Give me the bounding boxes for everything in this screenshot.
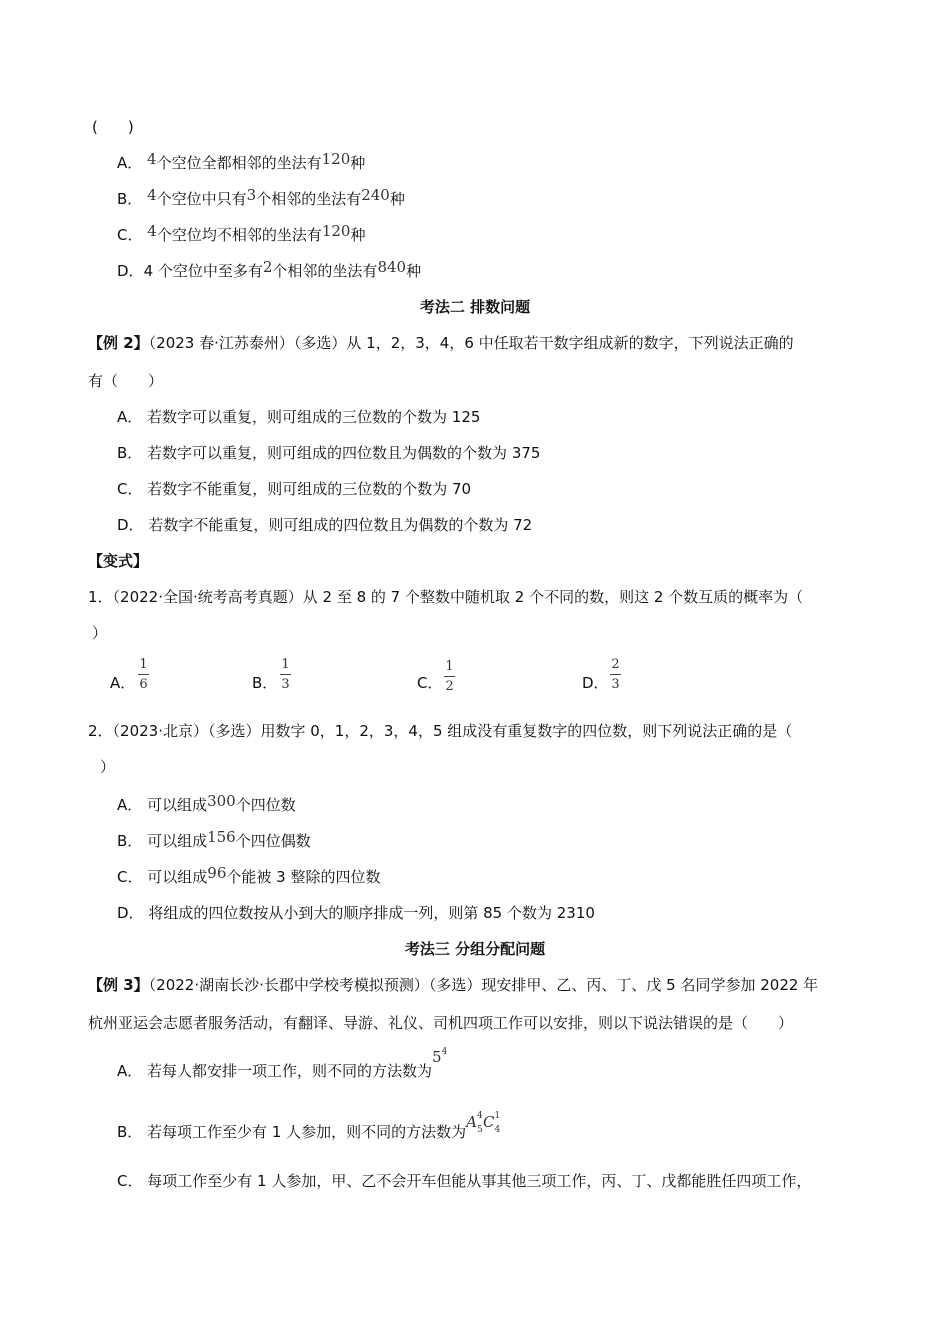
variant-q1-cont: ） — [92, 624, 108, 642]
variant-q2-cont: ） — [100, 758, 116, 776]
q2-option-d: D． 将组成的四位数按从小到大的顺序排成一列，则第 85 个数为 2310 — [117, 904, 595, 922]
q2-option-a: A． 可以组成300个四位数 — [117, 792, 296, 814]
option-a: A． 4个空位全都相邻的坐法有120种 — [117, 150, 366, 172]
ex2-option-b: B． 若数字可以重复，则可组成的四位数且为偶数的个数为 375 — [117, 444, 541, 462]
ex3-option-c: C． 每项工作至少有 1 人参加，甲、乙不会开车但能从事其他三项工作，丙、丁、戊都能胜任四项工作， — [117, 1172, 812, 1190]
q1-option-c-fraction: 1 2 — [445, 659, 454, 694]
q1-option-c-label: C． — [417, 674, 443, 692]
ex3-option-b: B． 若每项工作至少有 1 人参加，则不同的方法数为A 4 5 C 1 4 — [117, 1111, 501, 1141]
answer-paren: ( ) — [92, 118, 134, 136]
q1-option-b-fraction: 1 3 — [281, 657, 290, 692]
q2-option-c: C． 可以组成96个能被 3 整除的四位数 — [117, 864, 381, 886]
variant-q2: 2．（2023·北京）（多选）用数字 0，1，2，3，4，5 组成没有重复数字的四位数，则下列说法正确的是（ — [88, 722, 793, 740]
q2-option-b: B． 可以组成156个四位偶数 — [117, 828, 311, 850]
option-b: B． 4个空位中只有3个相邻的坐法有240种 — [117, 186, 405, 208]
ex3-option-a: A． 若每人都安排一项工作，则不同的方法数为$5^4$ — [117, 1047, 448, 1080]
example-3-cont: 杭州亚运会志愿者服务活动，有翻译、导游、礼仪、司机四项工作可以安排，则以下说法错误的是（ ） — [88, 1014, 794, 1032]
example-2: 【例 2】（2023 春·江苏泰州）（多选）从 1，2，3，4，6 中任取若干数字组成新的数字，下列说法正确的 — [88, 334, 794, 352]
option-d: D．4 个空位中至多有2个相邻的坐法有840种 — [117, 258, 422, 280]
section-title-3: 考法三 分组分配问题 — [404, 940, 546, 958]
ex2-option-d: D． 若数字不能重复，则可组成的四位数且为偶数的个数为 72 — [117, 516, 533, 534]
q1-option-d-label: D． — [582, 674, 609, 692]
ex2-option-a: A． 若数字可以重复，则可组成的三位数的个数为 125 — [117, 408, 481, 426]
q1-option-b-label: B． — [252, 674, 278, 692]
q1-option-a-label: A． — [110, 674, 136, 692]
variant-heading: 【变式】 — [88, 552, 149, 570]
q1-option-a-fraction: 1 6 — [139, 657, 148, 692]
variant-q1: 1．（2022·全国·统考高考真题）从 2 至 8 的 7 个整数中随机取 2 个不同的数，则这 2 个数互质的概率为（ — [88, 588, 804, 606]
option-c: C． 4个空位均不相邻的坐法有120种 — [117, 222, 366, 244]
ex2-option-c: C． 若数字不能重复，则可组成的三位数的个数为 70 — [117, 480, 472, 498]
example-3: 【例 3】（2022·湖南长沙·长郡中学校考模拟预测）（多选）现安排甲、乙、丙、丁、戊 5 名同学参加 2022 年 — [88, 976, 819, 994]
section-title-2: 考法二 排数问题 — [419, 298, 531, 316]
example-2-cont: 有（ ） — [88, 372, 164, 390]
q1-option-d-fraction: 2 3 — [611, 657, 620, 692]
